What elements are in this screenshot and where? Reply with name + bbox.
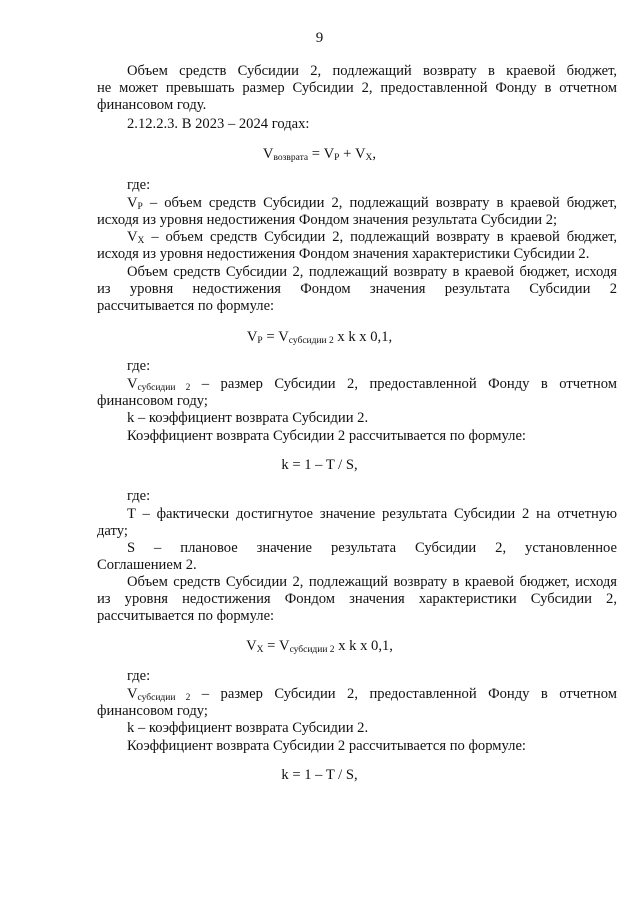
text-line: не может превышать размер Субсидии 2, предоставленной Фонду в отчетном (97, 80, 617, 96)
text-line: Соглашением 2. (97, 557, 197, 573)
paragraph-k-formula-intro: Коэффициент возврата Субсидии 2 рассчитывается по формуле: (127, 738, 526, 754)
text-line: $V_Х$ – объем средств Субсидии 2, подлежащий возврату в краевой бюджет, (127, 229, 617, 246)
text-line: $V_{субсидии 2}$ – размер Субсидии 2, предоставленной Фонду в отчетном (127, 376, 617, 393)
definition-s (97, 540, 617, 574)
text-line: Объем средств Субсидии 2, подлежащий возврату в краевой бюджет, (127, 63, 617, 79)
definition-v-subsidy (97, 686, 617, 720)
text-line: финансовом году; (97, 703, 208, 719)
text-line: рассчитывается по формуле: (97, 608, 275, 624)
text-line: финансовом году. (97, 97, 207, 113)
definition-vp (97, 195, 617, 229)
paragraph-result-refund (97, 264, 617, 315)
text-line: Объем средств Субсидии 2, подлежащий возврату в краевой бюджет, исходя (127, 264, 617, 280)
text-line: T – фактически достигнутое значение результата Субсидии 2 на отчетную (127, 506, 617, 522)
text-line: из уровня недостижения Фондом значения результата Субсидии 2 (97, 281, 617, 297)
paragraph-k-formula-intro: Коэффициент возврата Субсидии 2 рассчитывается по формуле: (127, 428, 526, 444)
text-line: S – плановое значение результата Субсидии 2, установленное (127, 540, 617, 556)
text-line: дату; (97, 523, 128, 539)
definition-t (97, 506, 617, 540)
formula-vp: $V_Р = V_{субсидии 2}$ x k x 0,1, (246, 329, 393, 346)
text-line: $V_{субсидии 2}$ – размер Субсидии 2, предоставленной Фонду в отчетном (127, 686, 617, 703)
text-line: исходя из уровня недостижения Фондом значения характеристики Субсидии 2. (97, 246, 590, 262)
text-line: финансовом году; (97, 393, 208, 409)
text-line: 2.12.2.3. В 2023 – 2024 годах: (127, 116, 310, 132)
formula-k: k = 1 – T / S, (281, 457, 358, 473)
page-number: 9 (315, 30, 324, 46)
text-line: рассчитывается по формуле: (97, 298, 275, 314)
definition-k: k – коэффициент возврата Субсидии 2. (127, 720, 369, 736)
formula-v-return: $V_{возврата} = V_Р + V_Х$, (262, 146, 377, 163)
text-line: Объем средств Субсидии 2, подлежащий возврату в краевой бюджет, исходя (127, 574, 617, 590)
text-line: $V_Р$ – объем средств Субсидии 2, подлежащий возврату в краевой бюджет, (127, 195, 617, 212)
paragraph-refund-limit (97, 63, 617, 114)
definition-v-subsidy (97, 376, 617, 410)
text-line: исходя из уровня недостижения Фондом значения результата Субсидии 2; (97, 212, 558, 228)
where-label: где: (127, 668, 151, 684)
where-label: где: (127, 177, 151, 193)
formula-vx: $V_Х = V_{субсидии 2}$ x k x 0,1, (246, 638, 393, 655)
definition-k: k – коэффициент возврата Субсидии 2. (127, 410, 369, 426)
definition-vx (97, 229, 617, 263)
where-label: где: (127, 488, 151, 504)
paragraph-characteristic-refund (97, 574, 617, 625)
text-line: из уровня недостижения Фондом значения характеристики Субсидии 2, (97, 591, 617, 607)
formula-k: k = 1 – T / S, (281, 767, 358, 783)
where-label: где: (127, 358, 151, 374)
clause-heading (97, 116, 617, 133)
